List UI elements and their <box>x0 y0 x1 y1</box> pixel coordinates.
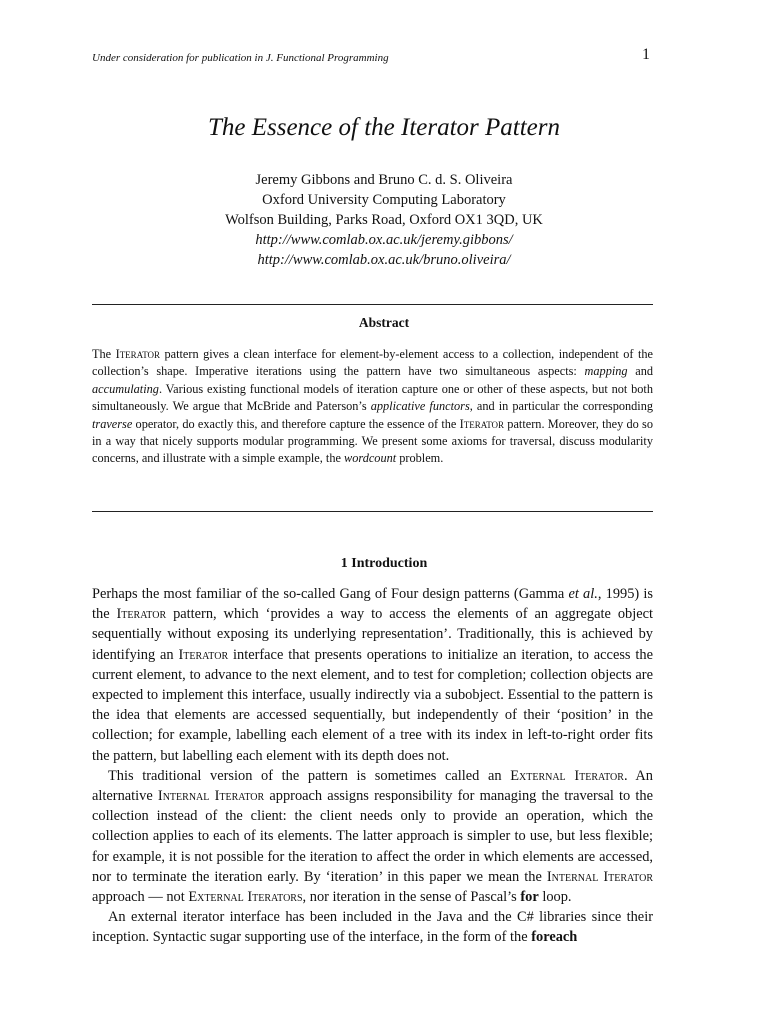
applicative-functors-term: applicative functors <box>370 399 470 414</box>
author-affiliation: Oxford University Computing Laboratory <box>262 192 506 208</box>
paragraph-1: Perhaps the most familiar of the so-called Gang of Four design patterns (Gamma et al., 1995) is the Iterator pattern, which ‘provides a way to access the elements of an aggregate object sequentially without exposing its underlying representation’. Traditionally, this is achieved by identifying an Iterator interface that presents operations to initialize an iteration, to access the current element, to advance to the next element, and to test for completion; collection objects are expected to implement this interface, usually indirectly via a subobject. Essential to the pattern is the idea that elements are accessed sequentially, but independently of their ‘position’ in the collection; for example, labelling each element of a tree with its index in left-to-right order fits the pattern, but labelling each element with its depth does not. <box>92 586 653 764</box>
abstract-bottom-rule <box>92 511 653 512</box>
foreach-keyword: foreach <box>531 929 578 946</box>
iterator-term: Iterator <box>116 606 167 623</box>
external-iterator-term: External Iterator <box>510 767 624 784</box>
for-keyword: for <box>520 889 539 906</box>
introduction-body <box>92 584 653 948</box>
abstract-text: The Iterator pattern gives a clean interface for element-by-element access to a collection, independent of the collection’s shape. Imperative iterations using the pattern have two simultaneous aspects: mapping and accumulating. Various existing functional models of iteration capture one or other of these aspects, but not both simultaneously. We argue that McBride and Paterson’s applicative functors, and in particular the corresponding traverse operator, do exactly this, and therefore capture the essence of the Iterator pattern. Moreover, they do so in a way that nicely supports modular programming. We present some axioms for traversal, discuss modularity concerns, and illustrate with a simple example, the wordcount problem. <box>92 347 654 466</box>
internal-iterator-term: Internal Iterator <box>157 788 265 805</box>
author-block <box>0 170 768 270</box>
author-address: Wolfson Building, Parks Road, Oxford OX1 3QD, UK <box>225 212 543 228</box>
traverse-term: traverse <box>92 416 133 431</box>
iterator-term: Iterator <box>115 347 161 361</box>
internal-iterator-term: Internal Iterator <box>546 868 653 885</box>
external-iterators-term: External Iterators <box>188 889 303 906</box>
accumulating-term: accumulating <box>92 381 159 396</box>
abstract-heading: Abstract <box>358 315 410 330</box>
mapping-term: mapping <box>584 364 628 379</box>
abstract-top-rule <box>92 304 653 305</box>
wordcount-term: wordcount <box>344 451 397 466</box>
et-al-term: et al. <box>568 586 598 602</box>
paragraph-2: This traditional version of the pattern is sometimes called an External Iterator. An alternative Internal Iterator approach assigns responsibility for managing the traversal to the collection instead of the client: the client needs only to provide an operation, which the collection applies to each of its elements. The latter approach is simpler to use, but less flexible; for example, it is not possible for the iteration to affect the order in which elements are accessed, nor to terminate the iteration early. By ‘iteration’ in this paper we mean the Internal Iterator approach — not External Iterators, nor iteration in the sense of Pascal’s for loop. <box>92 767 653 906</box>
paper-title: The Essence of the Iterator Pattern <box>207 114 560 141</box>
author-names: Jeremy Gibbons and Bruno C. d. S. Oliveira <box>255 172 513 188</box>
section-heading-introduction: 1 Introduction <box>340 556 428 571</box>
iterator-term: Iterator <box>459 416 505 431</box>
author-url-2[interactable]: http://www.comlab.ox.ac.uk/bruno.oliveira/ <box>257 252 511 268</box>
running-head: Under consideration for publication in J. Functional Programming <box>92 52 389 64</box>
iterator-term: Iterator <box>178 646 229 663</box>
author-url-1[interactable]: http://www.comlab.ox.ac.uk/jeremy.gibbons/ <box>255 232 513 248</box>
paragraph-3: An external iterator interface has been included in the Java and the C# libraries since their inception. Syntactic sugar supporting use of the interface, in the form of the foreach <box>92 909 653 946</box>
page-number: 1 <box>642 46 650 63</box>
